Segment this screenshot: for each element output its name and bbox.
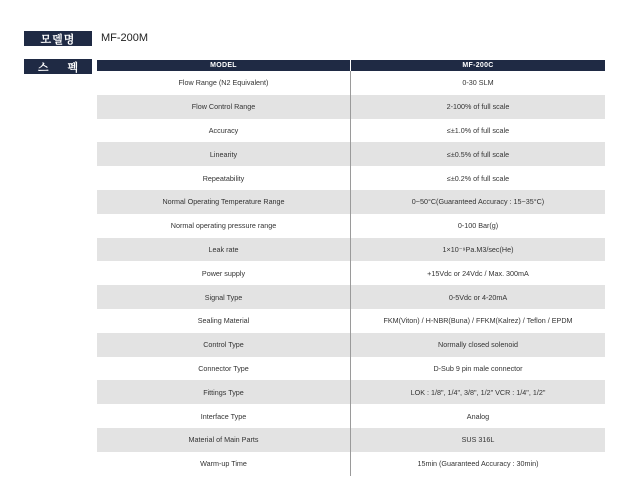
spec-item: Linearity	[97, 142, 351, 166]
table-row	[97, 214, 605, 238]
spec-item: Flow Control Range	[97, 95, 351, 119]
spec-item: Sealing Material	[97, 309, 351, 333]
spec-value: 0-5Vdc or 4-20mA	[351, 285, 606, 309]
table-row	[97, 71, 605, 95]
spec-value: 0-100 Bar(g)	[457, 221, 499, 231]
spec-value: 15min (Guaranteed Accuracy : 30min)	[417, 459, 539, 469]
model-name-value: MF-200M	[101, 32, 149, 44]
table-row	[97, 333, 605, 357]
spec-value: ≤±0.2% of full scale	[446, 173, 510, 183]
table-row	[97, 309, 605, 333]
spec-value: FKM(Viton) / H-NBR(Buna) / FFKM(Kalrez) / Teflon / EPDM	[383, 316, 573, 326]
table-row	[97, 238, 605, 262]
table-row	[97, 142, 605, 166]
spec-item: Material of Main Parts	[97, 428, 351, 452]
spec-value: SUS 316L	[351, 428, 606, 452]
spec-item: Normal operating pressure range	[97, 214, 351, 238]
spec-item: Flow Range (N2 Equivalent)	[97, 71, 351, 95]
spec-value: LOK : 1/8", 1/4", 3/8", 1/2" VCR : 1/4", 1/2"	[351, 380, 606, 404]
spec-value: Normally closed solenoid	[351, 333, 606, 357]
header-product: MF-200C	[351, 60, 606, 71]
table-row	[97, 428, 605, 452]
spec-item: Connector Type	[97, 357, 351, 381]
spec-item: Control Type	[97, 333, 351, 357]
table-row	[97, 452, 605, 476]
spec-value: +15Vdc or 24Vdc / Max. 300mA	[427, 268, 529, 278]
spec-value: ≤±0.5% of full scale	[351, 142, 606, 166]
spec-item: Normal Operating Temperature Range	[97, 190, 351, 214]
spec-value: 1×10⁻⁹Pa.M3/sec(He)	[351, 238, 606, 262]
header-model: MODEL	[97, 60, 351, 71]
table-row	[97, 166, 605, 190]
table-row	[97, 357, 605, 381]
model-name-label: 모델명	[24, 31, 92, 46]
spec-value: ≤±1.0% of full scale	[446, 125, 510, 135]
spec-item: Repeatability	[97, 166, 351, 190]
spec-table	[97, 60, 605, 476]
spec-item: Leak rate	[97, 238, 351, 262]
table-row	[97, 404, 605, 428]
spec-item: Accuracy	[97, 119, 351, 143]
spec-value: Analog	[466, 411, 490, 421]
spec-value: 2-100% of full scale	[351, 95, 606, 119]
table-row	[97, 285, 605, 309]
spec-item: Warm-up Time	[97, 452, 351, 476]
spec-item: Fittings Type	[97, 380, 351, 404]
table-row	[97, 119, 605, 143]
spec-value: 0-30 SLM	[462, 78, 494, 88]
spec-label: 스 펙	[24, 59, 92, 74]
spec-item: Signal Type	[97, 285, 351, 309]
table-header-row	[97, 60, 605, 71]
spec-value: D-Sub 9 pin male connector	[433, 363, 523, 373]
spec-item: Power supply	[97, 261, 351, 285]
spec-item: Interface Type	[97, 404, 351, 428]
table-row	[97, 190, 605, 214]
table-row	[97, 95, 605, 119]
table-row	[97, 380, 605, 404]
spec-value: 0~50°C(Guaranteed Accuracy : 15~35°C)	[351, 190, 606, 214]
table-row	[97, 261, 605, 285]
